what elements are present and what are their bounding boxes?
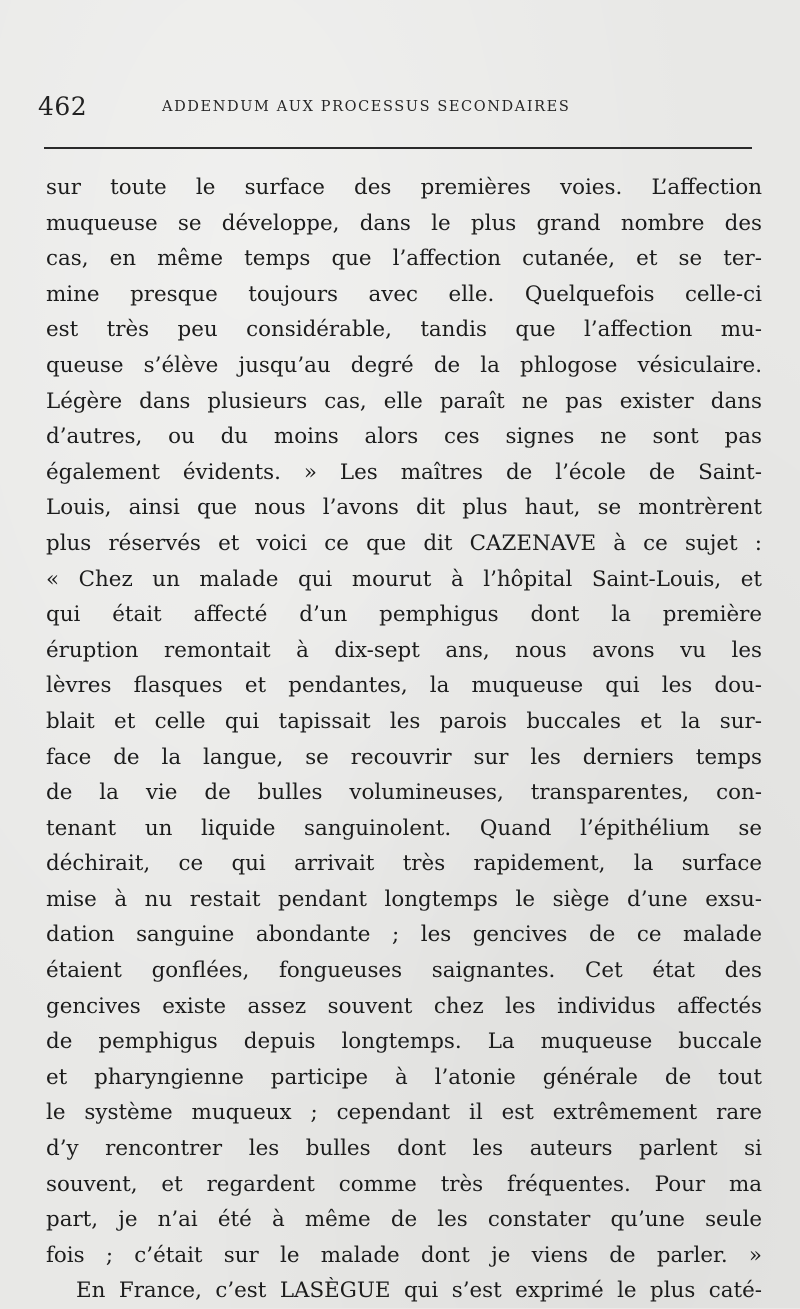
text-line: part, je n’ai été à même de les constater qu’une seule <box>46 1207 762 1233</box>
text-line: d’y rencontrer les bulles dont les auteurs parlent si <box>46 1136 762 1162</box>
text-line: également évidents. » Les maîtres de l’école de Saint- <box>46 459 762 485</box>
page-header <box>38 92 752 124</box>
text-line: de la vie de bulles volumineuses, transparentes, con- <box>46 780 762 806</box>
page-number: 462 <box>38 92 88 121</box>
text-line: « Chez un malade qui mourut à l’hôpital Saint-Louis, et <box>46 566 762 592</box>
text-line: lèvres flasques et pendantes, la muqueuse qui les dou- <box>46 673 762 699</box>
running-head: ADDENDUM AUX PROCESSUS SECONDAIRES <box>162 99 571 115</box>
text-line: est très peu considérable, tandis que l’affection mu- <box>46 317 762 343</box>
header-rule <box>44 147 752 149</box>
text-line: mine presque toujours avec elle. Quelquefois celle-ci <box>46 281 762 307</box>
text-line: En France, c’est LASÈGUE qui s’est exprimé le plus caté- <box>76 1278 762 1304</box>
text-line: et pharyngienne participe à l’atonie générale de tout <box>46 1064 762 1090</box>
text-line: muqueuse se développe, dans le plus grand nombre des <box>46 210 762 236</box>
text-line: étaient gonflées, fongueuses saignantes. Cet état des <box>46 958 762 984</box>
text-line: tenant un liquide sanguinolent. Quand l’épithélium se <box>46 815 762 841</box>
text-line: dation sanguine abondante ; les gencives de ce malade <box>46 922 762 948</box>
text-line: d’autres, ou du moins alors ces signes ne sont pas <box>46 424 762 450</box>
text-line: le système muqueux ; cependant il est extrêmement rare <box>46 1100 762 1126</box>
text-line: éruption remontait à dix-sept ans, nous avons vu les <box>46 637 762 663</box>
text-line: queuse s’élève jusqu’au degré de la phlogose vésiculaire. <box>46 352 762 378</box>
text-line: cas, en même temps que l’affection cutanée, et se ter- <box>46 246 762 272</box>
text-line: souvent, et regardent comme très fréquentes. Pour ma <box>46 1171 762 1197</box>
text-line: fois ; c’était sur le malade dont je viens de parler. » <box>46 1242 762 1268</box>
text-line: blait et celle qui tapissait les parois buccales et la sur- <box>46 708 762 734</box>
text-line: mise à nu restait pendant longtemps le siège d’une exsu- <box>46 886 762 912</box>
text-line: gencives existe assez souvent chez les individus affectés <box>46 993 762 1019</box>
text-line: de pemphigus depuis longtemps. La muqueuse buccale <box>46 1029 762 1055</box>
text-line: sur toute le surface des premières voies. L’affection <box>46 175 762 200</box>
text-line: qui était affecté d’un pemphigus dont la première <box>46 602 762 628</box>
text-line: Louis, ainsi que nous l’avons dit plus haut, se montrèrent <box>46 495 762 521</box>
text-line: face de la langue, se recouvrir sur les derniers temps <box>46 744 762 770</box>
text-line: plus réservés et voici ce que dit CAZENAVE à ce sujet : <box>46 530 762 556</box>
body-text <box>46 170 762 1309</box>
text-line: déchirait, ce qui arrivait très rapidement, la surface <box>46 851 762 877</box>
text-line: Légère dans plusieurs cas, elle paraît ne pas exister dans <box>46 388 762 414</box>
